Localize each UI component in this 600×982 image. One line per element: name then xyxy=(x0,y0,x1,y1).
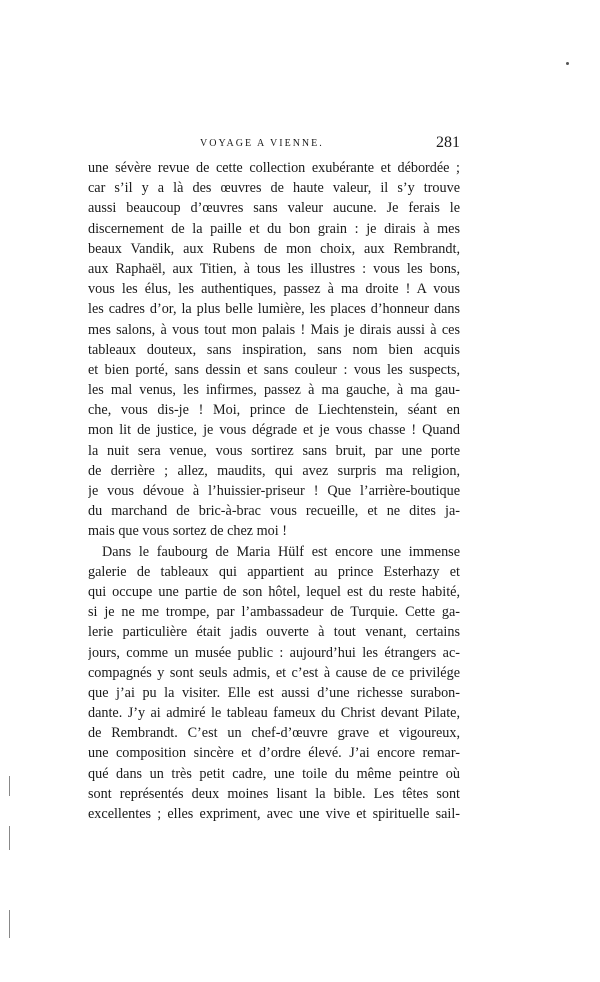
page-number: 281 xyxy=(436,134,460,151)
text-line: les mal venus, les infirmes, passez à ma gauche, à ma gau- xyxy=(88,382,460,399)
text-line: compagnés y sont seuls admis, et c’est à cause de ce privilége xyxy=(88,664,460,681)
text-line: du marchand de bric-à-brac vous recueille, et ne dites ja- xyxy=(88,503,460,520)
text-line: qui occupe une partie de son hôtel, lequel est du reste habité, xyxy=(88,583,460,600)
text-line: vous les élus, les authentiques, passez à ma droite ! A vous xyxy=(88,281,460,298)
text-line: lerie particulière était jadis ouverte à tout venant, certains xyxy=(88,624,460,641)
scan-edge-line xyxy=(9,826,10,850)
text-line: discernement de la paille et du bon grain : je dirais à mes xyxy=(88,220,460,237)
text-line: dante. J’y ai admiré le tableau fameux du Christ devant Pilate, xyxy=(88,705,460,722)
text-line: mes salons, à vous tout mon palais ! Mais je dirais aussi à ces xyxy=(88,321,460,338)
text-line: si je ne me trompe, par l’ambassadeur de Turquie. Cette ga- xyxy=(88,604,460,621)
page-header xyxy=(88,134,460,152)
text-line: galerie de tableaux qui appartient au prince Esterhazy et xyxy=(88,563,460,580)
text-line: sont représentés deux moines lisant la bible. Les têtes sont xyxy=(88,785,460,802)
text-line: je vous dévoue à l’huissier-priseur ! Que l’arrière-boutique xyxy=(88,483,460,499)
text-line: mais que vous sortez de chez moi ! xyxy=(88,523,287,540)
text-line: la nuit sera venue, vous sortirez sans bruit, par une porte xyxy=(88,442,460,459)
text-line: beaux Vandik, aux Rubens de mon choix, aux Rembrandt, xyxy=(88,240,460,257)
scan-edge-line xyxy=(9,776,10,796)
text-line: et bien porté, sans dessin et sans couleur : vous les suspects, xyxy=(88,361,460,378)
text-line: Dans le faubourg de Maria Hülf est encore une immense xyxy=(102,543,460,560)
text-line: mon lit de justice, je vous dégrade et je vous chasse ! Quand xyxy=(88,422,460,439)
text-line: de Rembrandt. C’est un chef-d’œuvre grave et vigoureux, xyxy=(88,725,460,742)
text-line: excellentes ; elles expriment, avec une vive et spirituelle sail- xyxy=(88,806,460,822)
scan-edge-line xyxy=(9,910,10,938)
text-line: les cadres d’or, la plus belle lumière, les places d’honneur dans xyxy=(88,301,460,318)
text-line: une sévère revue de cette collection exubérante et débordée ; xyxy=(88,160,460,176)
running-title: VOYAGE A VIENNE. xyxy=(200,138,324,149)
text-line: aussi beaucoup d’œuvres sans valeur aucune. Je ferais le xyxy=(88,200,460,217)
body-text xyxy=(88,158,460,824)
text-line: aux Raphaël, aux Titien, à tous les illustres : vous les bons, xyxy=(88,260,460,277)
text-line: tableaux douteux, sans inspiration, sans nom bien acquis xyxy=(88,341,460,358)
text-line: jours, comme un musée public : aujourd’hui les étrangers ac- xyxy=(88,644,460,661)
scan-mark xyxy=(566,62,569,65)
text-line: de derrière ; allez, maudits, qui avez surpris ma religion, xyxy=(88,462,460,479)
text-line: que j’ai pu la visiter. Elle est aussi d’une richesse surabon- xyxy=(88,684,460,701)
text-line: che, vous dis-je ! Moi, prince de Liechtenstein, séant en xyxy=(88,402,460,419)
text-line: qué dans un très petit cadre, une toile du même peintre où xyxy=(88,765,460,782)
text-line: une composition sincère et d’ordre élevé. J’ai encore remar- xyxy=(88,745,460,762)
text-line: car s’il y a là des œuvres de haute valeur, il s’y trouve xyxy=(88,180,460,197)
